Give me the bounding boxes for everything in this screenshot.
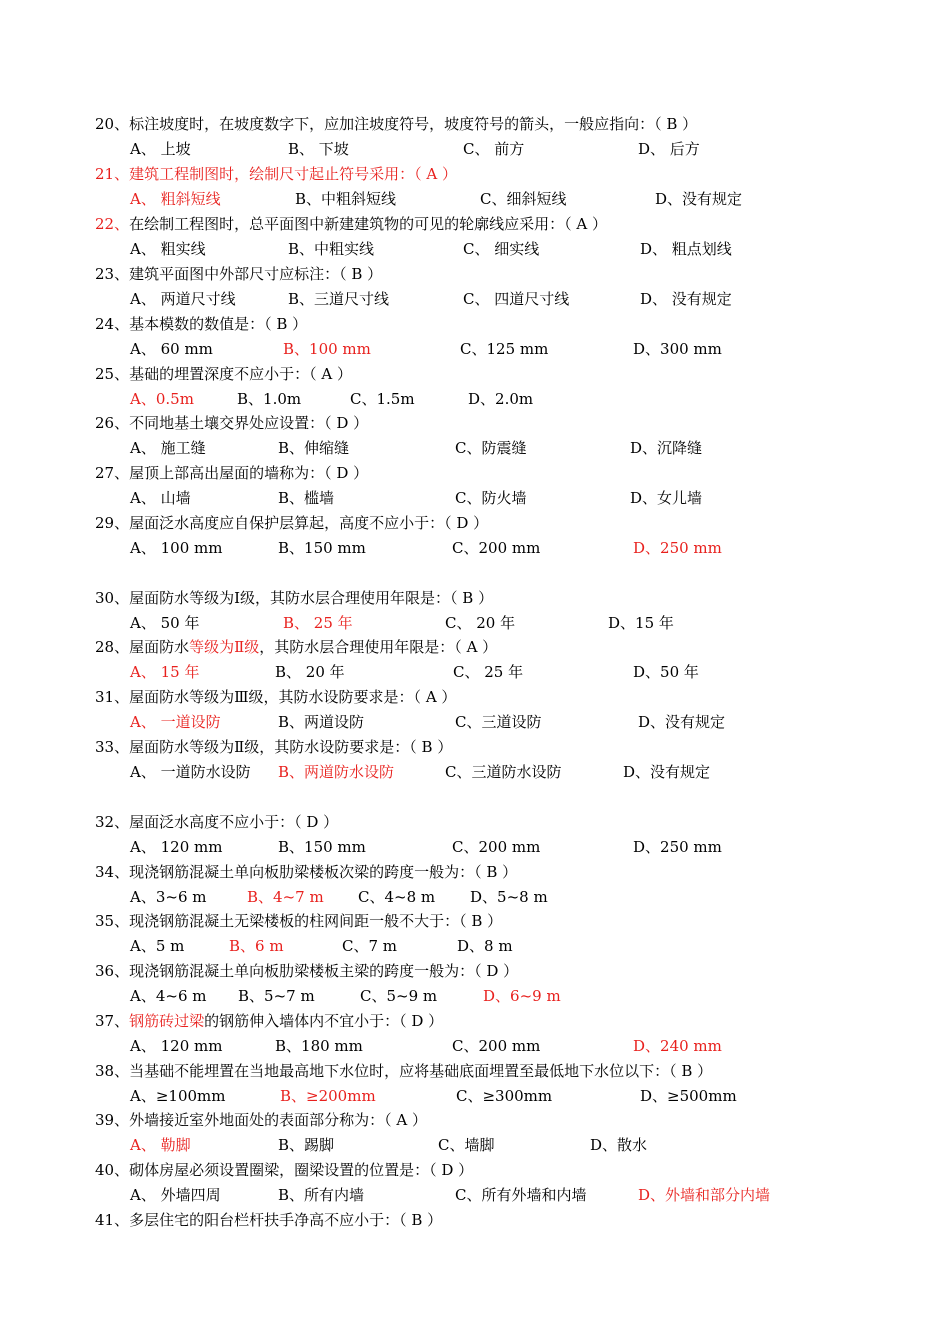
- option-b: B、两道设防: [278, 713, 365, 731]
- option-c: C、防火墙: [455, 489, 527, 507]
- option-b: B、4~7 m: [247, 888, 324, 906]
- option-c: C、防震缝: [455, 439, 527, 457]
- option-c: C、5~9 m: [360, 987, 438, 1005]
- option-a: A、 外墙四周: [130, 1186, 221, 1204]
- option-b: B、中粗实线: [288, 240, 375, 258]
- option-c: C、125 mm: [460, 340, 549, 358]
- option-d: D、没有规定: [623, 763, 711, 781]
- option-d: D、 没有规定: [640, 290, 732, 308]
- option-d: D、250 mm: [633, 838, 722, 856]
- option-d: D、240 mm: [633, 1037, 722, 1055]
- option-b: B、伸缩缝: [278, 439, 350, 457]
- option-a: A、4~6 m: [130, 987, 207, 1005]
- option-c: C、 20 年: [445, 614, 516, 632]
- option-c: C、墙脚: [438, 1136, 495, 1154]
- question-number: 37、: [95, 1012, 130, 1030]
- option-b: B、 25 年: [283, 614, 353, 632]
- option-c: C、所有外墙和内墙: [455, 1186, 587, 1204]
- question-38: 38、当基础不能埋置在当地最高地下水位时，应将基础底面埋置至最低地下水位以下：（ B ）: [95, 1062, 713, 1080]
- question-40: 40、砌体房屋必须设置圈梁，圈梁设置的位置是：（ D ）: [95, 1161, 474, 1179]
- option-b: B、 下坡: [288, 140, 349, 158]
- question-26: 26、不同地基土壤交界处应设置：（ D ）: [95, 414, 369, 432]
- option-c: C、 四道尺寸线: [463, 290, 570, 308]
- option-a: A、 一道设防: [130, 713, 221, 731]
- option-a: A、 120 mm: [130, 838, 223, 856]
- option-b: B、≥200mm: [280, 1087, 376, 1105]
- option-d: D、 粗点划线: [640, 240, 732, 258]
- question-text-highlight: 钢筋砖过梁: [129, 1012, 205, 1030]
- question-33: 33、屋面防水等级为Ⅱ级，其防水设防要求是：（ B ）: [95, 738, 453, 756]
- question-text: 在绘制工程图时，总平面图中新建建筑物的可见的轮廓线应采用：（ A ）: [129, 215, 607, 233]
- option-c: C、4~8 m: [358, 888, 436, 906]
- question-37: [95, 1010, 443, 1032]
- option-a: A、5 m: [130, 937, 185, 955]
- option-c: C、细斜短线: [480, 190, 567, 208]
- question-36: 36、现浇钢筋混凝土单向板肋梁楼板主梁的跨度一般为：（ D ）: [95, 962, 519, 980]
- option-d: D、50 年: [633, 663, 699, 681]
- option-a: A、 120 mm: [130, 1037, 223, 1055]
- option-a: A、 粗实线: [130, 240, 206, 258]
- option-a: A、 15 年: [130, 663, 200, 681]
- option-b: B、槛墙: [278, 489, 335, 507]
- option-d: D、没有规定: [638, 713, 726, 731]
- option-d: D、散水: [590, 1136, 648, 1154]
- option-b: B、所有内墙: [278, 1186, 365, 1204]
- question-41: 41、多层住宅的阳台栏杆扶手净高不应小于：（ B ）: [95, 1211, 443, 1229]
- option-d: D、≥500mm: [640, 1087, 737, 1105]
- option-d: D、2.0m: [468, 390, 534, 408]
- option-a: A、 勒脚: [130, 1136, 191, 1154]
- option-b: B、中粗斜短线: [295, 190, 397, 208]
- option-d: D、300 mm: [633, 340, 722, 358]
- option-d: D、5~8 m: [470, 888, 548, 906]
- question-21: 21、建筑工程制图时，绘制尺寸起止符号采用：（ A ）: [95, 165, 457, 183]
- question-25: 25、基础的埋置深度不应小于：（ A ）: [95, 365, 352, 383]
- option-d: D、外墙和部分内墙: [638, 1186, 771, 1204]
- option-c: C、 前方: [463, 140, 525, 158]
- question-35: 35、现浇钢筋混凝土无梁楼板的柱网间距一般不大于：（ B ）: [95, 912, 503, 930]
- question-text-end: 的钢筋伸入墙体内不宜小于：（ D ）: [204, 1012, 444, 1030]
- question-27: 27、屋顶上部高出屋面的墙称为：（ D ）: [95, 464, 369, 482]
- option-a: A、 山墙: [130, 489, 191, 507]
- option-c: C、三道设防: [455, 713, 542, 731]
- option-c: C、 25 年: [453, 663, 524, 681]
- question-31: 31、屋面防水等级为Ⅲ级，其防水设防要求是：（ A ）: [95, 688, 457, 706]
- question-30: 30、屋面防水等级为Ⅰ级，其防水层合理使用年限是：（ B ）: [95, 589, 494, 607]
- question-text-end: ，其防水层合理使用年限是：（ A ）: [259, 638, 498, 656]
- option-b: B、两道防水设防: [278, 763, 395, 781]
- option-d: D、沉降缝: [630, 439, 703, 457]
- option-a: A、0.5m: [130, 390, 194, 408]
- question-23: 23、建筑平面图中外部尺寸应标注：（ B ）: [95, 265, 383, 283]
- option-b: B、150 mm: [278, 539, 366, 557]
- option-c: C、1.5m: [350, 390, 415, 408]
- option-a: A、 100 mm: [130, 539, 223, 557]
- option-c: C、200 mm: [452, 539, 541, 557]
- option-a: A、 60 mm: [130, 340, 213, 358]
- option-d: D、15 年: [608, 614, 674, 632]
- option-b: B、150 mm: [278, 838, 366, 856]
- option-c: C、200 mm: [452, 838, 541, 856]
- question-34: 34、现浇钢筋混凝土单向板肋梁楼板次梁的跨度一般为：（ B ）: [95, 863, 518, 881]
- option-d: D、8 m: [457, 937, 513, 955]
- option-d: D、250 mm: [633, 539, 722, 557]
- option-a: A、 上坡: [130, 140, 191, 158]
- question-20: 20、标注坡度时，在坡度数字下，应加注坡度符号，坡度符号的箭头，一般应指向：（ B ）: [95, 115, 698, 133]
- option-b: B、三道尺寸线: [288, 290, 390, 308]
- question-32: 32、屋面泛水高度不应小于：（ D ）: [95, 813, 339, 831]
- option-c: C、三道防水设防: [445, 763, 562, 781]
- option-b: B、5~7 m: [238, 987, 315, 1005]
- question-22: [95, 213, 607, 235]
- question-39: 39、外墙接近室外地面处的表面部分称为：（ A ）: [95, 1111, 427, 1129]
- option-b: B、180 mm: [275, 1037, 363, 1055]
- question-text-start: 28、屋面防水: [95, 638, 190, 656]
- option-b: B、6 m: [229, 937, 284, 955]
- option-a: A、3~6 m: [130, 888, 207, 906]
- question-29: 29、屋面泛水高度应自保护层算起，高度不应小于：（ D ）: [95, 514, 489, 532]
- option-d: D、6~9 m: [483, 987, 561, 1005]
- option-b: B、 20 年: [275, 663, 345, 681]
- question-24: 24、基本模数的数值是：（ B ）: [95, 315, 308, 333]
- question-28: [95, 636, 497, 658]
- option-d: D、女儿墙: [630, 489, 703, 507]
- option-d: D、 后方: [638, 140, 700, 158]
- option-a: A、 一道防水设防: [130, 763, 251, 781]
- option-c: C、7 m: [342, 937, 398, 955]
- option-d: D、没有规定: [655, 190, 743, 208]
- option-b: B、1.0m: [237, 390, 302, 408]
- option-a: A、≥100mm: [130, 1087, 226, 1105]
- question-number: 22、: [95, 215, 130, 233]
- question-text-highlight: 等级为Ⅱ级: [189, 638, 260, 656]
- option-a: A、 施工缝: [130, 439, 206, 457]
- option-c: C、200 mm: [452, 1037, 541, 1055]
- option-a: A、 50 年: [130, 614, 200, 632]
- option-b: B、踢脚: [278, 1136, 335, 1154]
- option-a: A、 粗斜短线: [130, 190, 221, 208]
- option-c: C、 细实线: [463, 240, 540, 258]
- option-c: C、≥300mm: [456, 1087, 553, 1105]
- option-b: B、100 mm: [283, 340, 371, 358]
- option-a: A、 两道尺寸线: [130, 290, 236, 308]
